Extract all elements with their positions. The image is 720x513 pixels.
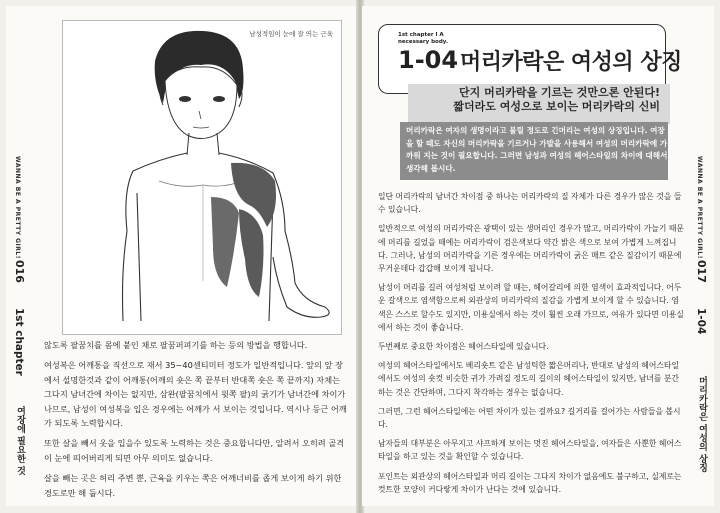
paragraph: 일단 머리카락의 남녀간 차이점 중 하나는 머리카락의 질 자체가 다른 경우가 많은 것을 들수 있습니다.: [378, 192, 682, 215]
section-label: 1-04: [695, 308, 707, 335]
paragraph: 않도록 팔꿈치를 몸에 붙인 채로 팔꿈퍼펴기를 하는 등의 방법을 행합니다.: [44, 340, 308, 350]
chapter-label: 1st chapter: [13, 308, 25, 376]
left-running-head: [10, 156, 30, 476]
page-number: 017: [695, 260, 708, 283]
book-title: 여장에 필요한 것: [15, 406, 25, 476]
subtitle-line: 단지 머리카락을 기르는 것만으론 안된다!: [459, 86, 660, 99]
male-torso-illustration: [63, 21, 342, 335]
intro-text: 머리카락은 여자의 생명이라고 불릴 정도로 긴머리는 여성의 상징입니다. 여장을 할 때도 자신의 머리카락을 기르거나 가발을 사용해서 여성의 머리카락에 가까워 지는 것이 필요합니다. 그러면 남성과 여성의 헤어스타일의 차이에 대해서 생각해 봅시다.: [406, 126, 668, 173]
paragraph: 그러면, 그런 헤어스타일에는 어떤 차이가 있는 걸까요? 길거리를 걸어가는 사람들을 봅시다.: [378, 406, 681, 430]
lat-muscle-shade: [239, 209, 264, 297]
brand-tagline: WANNA BE A PRETTY GIRL!: [14, 156, 21, 259]
brand-tagline: WANNA BE A PRETTY GIRL!: [696, 156, 703, 259]
paragraph: 여성의 헤어스타일에서도 베리숏트 같은 남성틱한 짧은머리나, 반대로 남성의 헤어스타일에서도 여성의 숏컷 비슷한 귀가 가려질 정도의 길이의 헤어스타일이 있지만, 남녀를 분간하는 것은 간단하며, 그다지 착각하는 경우는 없습니다.: [378, 361, 679, 397]
chapter-label: 1st chapter I A necessary body.: [398, 32, 448, 45]
section-subtitle: [420, 86, 660, 114]
page-number: 016: [13, 260, 26, 283]
subtitle-line: 짧더라도 여성으로 보이는 머리카락의 신비: [453, 100, 660, 113]
section-number: 1-04: [398, 46, 459, 74]
paragraph: 여성복은 어깨통을 직선으로 재서 35~40센티미터 정도가 일반적입니다. 앞의 앞 장에서 설명한것과 같이 어깨통(어깨의 숏은 쪽 끝부터 반대쪽 숏은 쪽 끝까지) 자체는 그다지 남녀간에 차이는 없지만, 삼완(팔꿈치에서 윗쪽 팔)의 굵기가 남녀간에 차이가 나므로, 남성이 여성복을 입은 경우에는 어깨가 서 보이는 것입니다. 역시나 등근 어깨가 되도록 노력합시다.: [44, 360, 347, 429]
right-running-head: [692, 156, 712, 476]
book-title: 머리카락은 여성의 상징: [697, 376, 707, 473]
left-body-text: [44, 338, 348, 506]
right-page: [362, 6, 714, 506]
paragraph: 살을 빼는 곳은 허리 주변 뿐, 근육을 키우는 쪽은 어깨너비를 좁게 보이게 하기 위한 경도로만 해 둡시다.: [44, 473, 342, 498]
paragraph: 또한 살을 빼서 옷을 입을수 있도록 노력하는 것은 중요합니다만, 알려서 오히려 골격이 눈에 띄어버리게 되면 아무 의미도 없습니다.: [44, 438, 345, 463]
figure-caption: 남성적임이 눈에 잘 띄는 근육: [249, 30, 333, 38]
paragraph: 남자들의 대부분은 아무지고 샤프하게 보이는 멋진 헤어스타일을, 여자들은 사뿐한 헤어스타일을 하고 있는 것을 확인할 수 있습니다.: [378, 439, 682, 462]
paragraph: 일반적으로 여성의 머리카락은 광택이 있는 생머리인 경우가 많고, 머리카락이 가늘기 때문에 머리를 길었을 때에는 머리카락이 검은색보다 약간 밝은 색으로 보여 가볍게 느껴집니다. 그러나, 남성의 머리카락을 기른 경우에는 머리카락이 굵은 매트 같은 질감이기 때문에 무거운데다 갑갑해 보이게 됩니다.: [378, 224, 684, 274]
section-title: 머리카락은 여성의 상징: [460, 50, 682, 75]
figure-frame: [62, 20, 342, 335]
paragraph: 두번째로 중요한 차이점은 헤어스타일에 있습니다.: [378, 342, 549, 352]
paragraph: 남성이 머리를 길러 여성처럼 보이려 할 때는, 헤어갈리에 의한 염색이 효과적입니다. 어두운 갈색으로 염색함으로써 외관상의 머리카락의 질감을 가볍게 보이게 할 수 있습니다. 염색은 스스로 할수도 있지만, 미용실에서 하는 것이 훨씬 오래 가므로, 여유가 있다면 미용실에서 하는 것이 좋습니다.: [378, 283, 684, 332]
left-page: [6, 6, 358, 506]
paragraph: 포인트는 외관상의 헤어스타일과 머리 길이는 그다지 차이가 없음에도 불구하고, 실제로는 컷트한 모양이 커다랗게 차이가 난다는 것에 있습니다.: [378, 471, 682, 494]
serratus-muscle-shade: [211, 197, 239, 287]
right-body-text: [378, 190, 684, 502]
